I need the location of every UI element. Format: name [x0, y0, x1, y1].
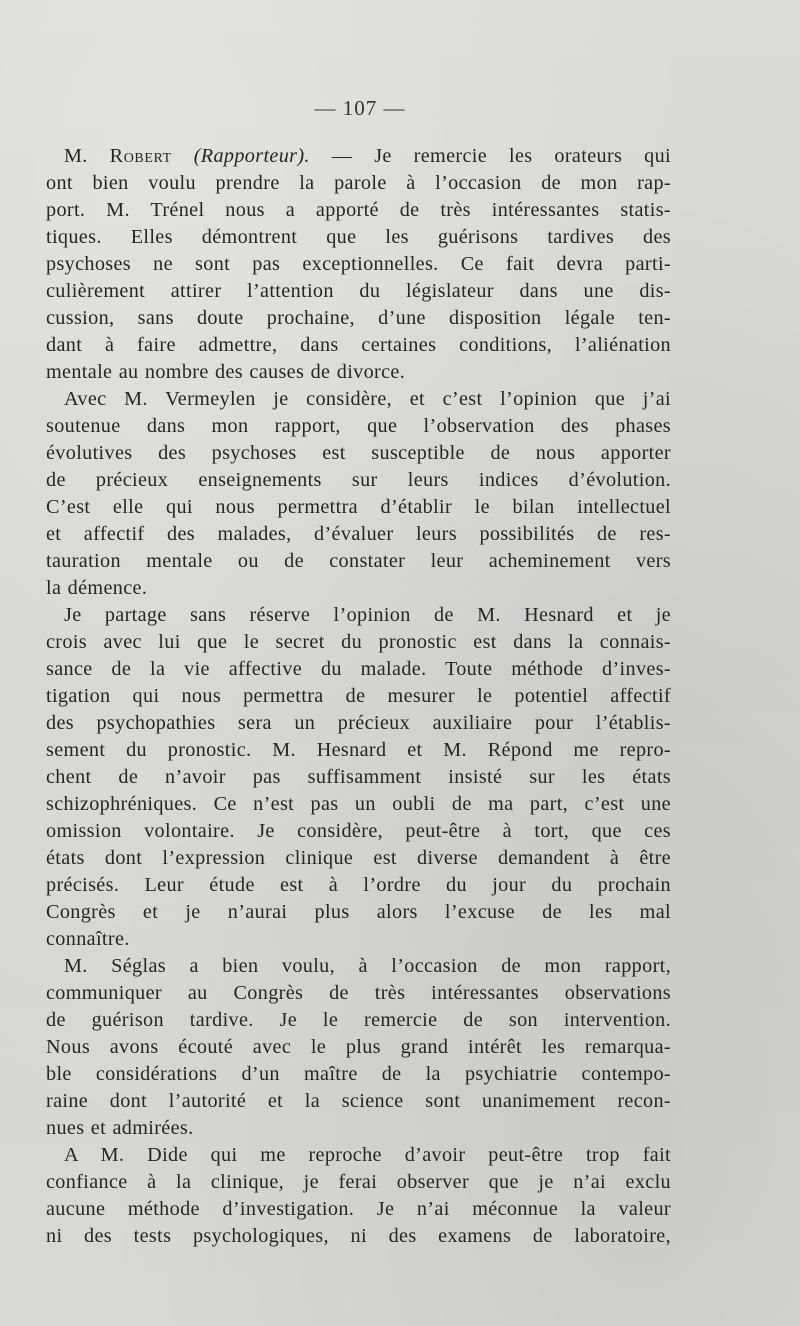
speaker-role: (Rapporteur).	[193, 145, 310, 167]
text-line: tauration mentale ou de constater leur acheminement vers	[46, 550, 671, 572]
text-fragment: — Je remercie les orateurs qui	[309, 145, 671, 167]
text-line: schizophréniques. Ce n’est pas un oubli de ma part, c’est une	[46, 793, 671, 815]
text-line: dant à faire admettre, dans certaines conditions, l’aliénation	[46, 334, 671, 356]
text-line: précisés. Leur étude est à l’ordre du jour du prochain	[46, 874, 671, 896]
text-line: de précieux enseignements sur leurs indices d’évolution.	[46, 469, 671, 491]
text-line: M. Séglas a bien voulu, à l’occasion de mon rapport,	[64, 955, 671, 977]
text-line: de guérison tardive. Je le remercie de son intervention.	[46, 1009, 671, 1031]
text-line: ni des tests psychologiques, ni des examens de laboratoire,	[46, 1225, 671, 1247]
text-fragment: M.	[64, 145, 110, 167]
text-line: et affectif des malades, d’évaluer leurs possibilités de res-	[46, 523, 671, 545]
text-line: tiques. Elles démontrent que les guérisons tardives des	[46, 226, 671, 248]
text-line: culièrement attirer l’attention du législateur dans une dis-	[46, 280, 671, 302]
text-line: nues et admirées.	[46, 1117, 194, 1139]
text-line: Je partage sans réserve l’opinion de M. Hesnard et je	[64, 604, 671, 626]
text-line: états dont l’expression clinique est diverse demandent à être	[46, 847, 671, 869]
text-line: chent de n’avoir pas suffisamment insisté sur les états	[46, 766, 671, 788]
text-line: Avec M. Vermeylen je considère, et c’est l’opinion que j’ai	[64, 388, 671, 410]
text-line: la démence.	[46, 577, 148, 599]
text-line: psychoses ne sont pas exceptionnelles. Ce fait devra parti-	[46, 253, 671, 275]
text-line: port. M. Trénel nous a apporté de très intéressantes statis-	[46, 199, 671, 221]
text-line: A M. Dide qui me reproche d’avoir peut-être trop fait	[64, 1144, 671, 1166]
text-line: des psychopathies sera un précieux auxiliaire pour l’établis-	[46, 712, 671, 734]
text-line: omission volontaire. Je considère, peut-être à tort, que ces	[46, 820, 671, 842]
page-number: — 107 —	[314, 96, 406, 120]
text-line: C’est elle qui nous permettra d’établir le bilan intellectuel	[46, 496, 671, 518]
text-line: connaître.	[46, 928, 130, 950]
text-line: sement du pronostic. M. Hesnard et M. Répond me repro-	[46, 739, 671, 761]
text-line: évolutives des psychoses est susceptible de nous apporter	[46, 442, 671, 464]
text-line: cussion, sans doute prochaine, d’une disposition légale ten-	[46, 307, 671, 329]
text-line: ont bien voulu prendre la parole à l’occasion de mon rap-	[46, 172, 671, 194]
text-line: Nous avons écouté avec le plus grand intérêt les remarqua-	[46, 1036, 671, 1058]
text-line: crois avec lui que le secret du pronostic est dans la connais-	[46, 631, 671, 653]
text-line: aucune méthode d’investigation. Je n’ai méconnue la valeur	[46, 1198, 671, 1220]
text-line	[46, 143, 671, 170]
speaker-name: Robert	[109, 145, 172, 167]
text-fragment	[172, 145, 194, 167]
text-line: confiance à la clinique, je ferai observer que je n’ai exclu	[46, 1171, 671, 1193]
text-line: ble considérations d’un maître de la psychiatrie contempo-	[46, 1063, 671, 1085]
text-line: raine dont l’autorité et la science sont unanimement recon-	[46, 1090, 671, 1112]
text-line: mentale au nombre des causes de divorce.	[46, 361, 406, 383]
text-line: Congrès et je n’aurai plus alors l’excuse de les mal	[46, 901, 671, 923]
body-text	[46, 143, 671, 1250]
text-line: tigation qui nous permettra de mesurer le potentiel affectif	[46, 685, 671, 707]
text-line: sance de la vie affective du malade. Toute méthode d’inves-	[46, 658, 671, 680]
text-line: communiquer au Congrès de très intéressantes observations	[46, 982, 671, 1004]
text-line: soutenue dans mon rapport, que l’observation des phases	[46, 415, 671, 437]
